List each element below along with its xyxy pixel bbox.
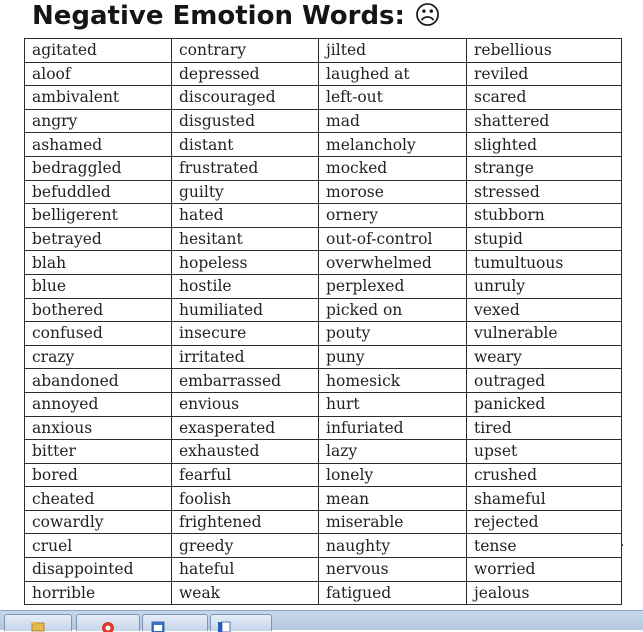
word-cell: abandoned — [25, 369, 172, 393]
word-cell: cowardly — [25, 510, 172, 534]
word-cell: overwhelmed — [319, 251, 467, 275]
word-cell: rejected — [467, 510, 622, 534]
word-cell: foolish — [172, 487, 319, 511]
word-cell: hesitant — [172, 227, 319, 251]
word-cell: disappointed — [25, 558, 172, 582]
word-cell: cruel — [25, 534, 172, 558]
word-cell: horrible — [25, 581, 172, 605]
table-row — [25, 298, 622, 322]
taskbar-item-explorer[interactable] — [4, 614, 72, 631]
table-row — [25, 369, 622, 393]
word-cell: pouty — [319, 322, 467, 346]
table-row — [25, 463, 622, 487]
word-cell: bedraggled — [25, 156, 172, 180]
word-cell: bored — [25, 463, 172, 487]
word-cell: slighted — [467, 133, 622, 157]
word-cell: tumultuous — [467, 251, 622, 275]
word-cell: stubborn — [467, 204, 622, 228]
word-cell: fatigued — [319, 581, 467, 605]
word-cell: scared — [467, 86, 622, 110]
word-cell: cheated — [25, 487, 172, 511]
word-cell: aloof — [25, 62, 172, 86]
word-cell: perplexed — [319, 274, 467, 298]
word-cell: hurt — [319, 392, 467, 416]
word-cell: befuddled — [25, 180, 172, 204]
word-cell: morose — [319, 180, 467, 204]
word-cell: rebellious — [467, 39, 622, 63]
word-cell: belligerent — [25, 204, 172, 228]
word-cell: hated — [172, 204, 319, 228]
word-cell: envious — [172, 392, 319, 416]
document-icon — [217, 620, 231, 632]
table-row — [25, 156, 622, 180]
word-cell: embarrassed — [172, 369, 319, 393]
word-cell: bitter — [25, 440, 172, 464]
table-row — [25, 345, 622, 369]
table-row — [25, 440, 622, 464]
word-cell: frightened — [172, 510, 319, 534]
chrome-icon — [101, 620, 115, 632]
table-row — [25, 392, 622, 416]
table-row — [25, 227, 622, 251]
word-cell: exasperated — [172, 416, 319, 440]
word-cell: stupid — [467, 227, 622, 251]
word-cell: greedy — [172, 534, 319, 558]
table-row — [25, 510, 622, 534]
word-cell: mad — [319, 109, 467, 133]
table-row — [25, 180, 622, 204]
table-row — [25, 86, 622, 110]
word-cell: nervous — [319, 558, 467, 582]
word-cell: fearful — [172, 463, 319, 487]
table-row — [25, 133, 622, 157]
taskbar-item-window[interactable] — [142, 614, 208, 631]
word-cell: hopeless — [172, 251, 319, 275]
word-cell: blue — [25, 274, 172, 298]
word-cell: left-out — [319, 86, 467, 110]
word-table-body — [25, 39, 625, 605]
word-cell: infuriated — [319, 416, 467, 440]
word-cell: annoyed — [25, 392, 172, 416]
table-row — [25, 322, 622, 346]
title-text: Negative Emotion Words: — [32, 1, 405, 31]
window-icon — [151, 620, 165, 632]
table-row — [25, 204, 622, 228]
word-cell: depressed — [172, 62, 319, 86]
word-cell: tired — [467, 416, 622, 440]
word-cell: agitated — [25, 39, 172, 63]
word-cell: ambivalent — [25, 86, 172, 110]
word-cell: miserable — [319, 510, 467, 534]
word-cell: betrayed — [25, 227, 172, 251]
word-cell: ashamed — [25, 133, 172, 157]
table-row — [25, 109, 622, 133]
word-cell: tense — [467, 534, 622, 558]
table-row — [25, 251, 622, 275]
word-cell: guilty — [172, 180, 319, 204]
taskbar — [0, 610, 643, 630]
word-cell: crazy — [25, 345, 172, 369]
word-cell: contrary — [172, 39, 319, 63]
word-cell: outraged — [467, 369, 622, 393]
word-cell: confused — [25, 322, 172, 346]
word-cell: exhausted — [172, 440, 319, 464]
word-cell: jealous — [467, 581, 622, 605]
word-cell: ornery — [319, 204, 467, 228]
word-cell: stressed — [467, 180, 622, 204]
word-cell: vexed — [467, 298, 622, 322]
word-cell: bothered — [25, 298, 172, 322]
word-cell: distant — [172, 133, 319, 157]
word-cell: melancholy — [319, 133, 467, 157]
word-table-container — [24, 38, 621, 605]
word-cell: weary — [467, 345, 622, 369]
word-cell: picked on — [319, 298, 467, 322]
word-cell: humiliated — [172, 298, 319, 322]
word-cell: irritated — [172, 345, 319, 369]
word-cell: crushed — [467, 463, 622, 487]
word-cell: angry — [25, 109, 172, 133]
table-row — [25, 274, 622, 298]
word-cell: mocked — [319, 156, 467, 180]
table-row — [25, 581, 622, 605]
word-cell: worried — [467, 558, 622, 582]
word-cell: unruly — [467, 274, 622, 298]
word-cell: shattered — [467, 109, 622, 133]
page-title — [32, 1, 441, 31]
word-table — [24, 38, 625, 605]
word-cell: strange — [467, 156, 622, 180]
word-cell: reviled — [467, 62, 622, 86]
taskbar-item-document[interactable] — [210, 614, 272, 631]
word-cell: frustrated — [172, 156, 319, 180]
word-cell: discouraged — [172, 86, 319, 110]
table-row — [25, 416, 622, 440]
word-cell: naughty — [319, 534, 467, 558]
word-cell: shameful — [467, 487, 622, 511]
frown-face-icon: ☹ — [414, 1, 442, 31]
word-cell: puny — [319, 345, 467, 369]
word-cell: hateful — [172, 558, 319, 582]
word-cell: vulnerable — [467, 322, 622, 346]
table-row — [25, 39, 622, 63]
word-cell: jilted — [319, 39, 467, 63]
table-row — [25, 62, 622, 86]
word-cell: mean — [319, 487, 467, 511]
word-cell: blah — [25, 251, 172, 275]
word-cell: weak — [172, 581, 319, 605]
word-cell: disgusted — [172, 109, 319, 133]
word-cell: insecure — [172, 322, 319, 346]
word-cell: hostile — [172, 274, 319, 298]
table-row — [25, 487, 622, 511]
word-cell: lonely — [319, 463, 467, 487]
word-cell: panicked — [467, 392, 622, 416]
word-cell: laughed at — [319, 62, 467, 86]
taskbar-item-chrome[interactable] — [76, 614, 140, 631]
table-row — [25, 534, 622, 558]
table-row — [25, 558, 622, 582]
word-cell: out-of-control — [319, 227, 467, 251]
word-cell: anxious — [25, 416, 172, 440]
stray-mark: . — [620, 534, 625, 550]
word-cell: upset — [467, 440, 622, 464]
word-cell: homesick — [319, 369, 467, 393]
word-cell: lazy — [319, 440, 467, 464]
folder-icon — [31, 620, 45, 632]
